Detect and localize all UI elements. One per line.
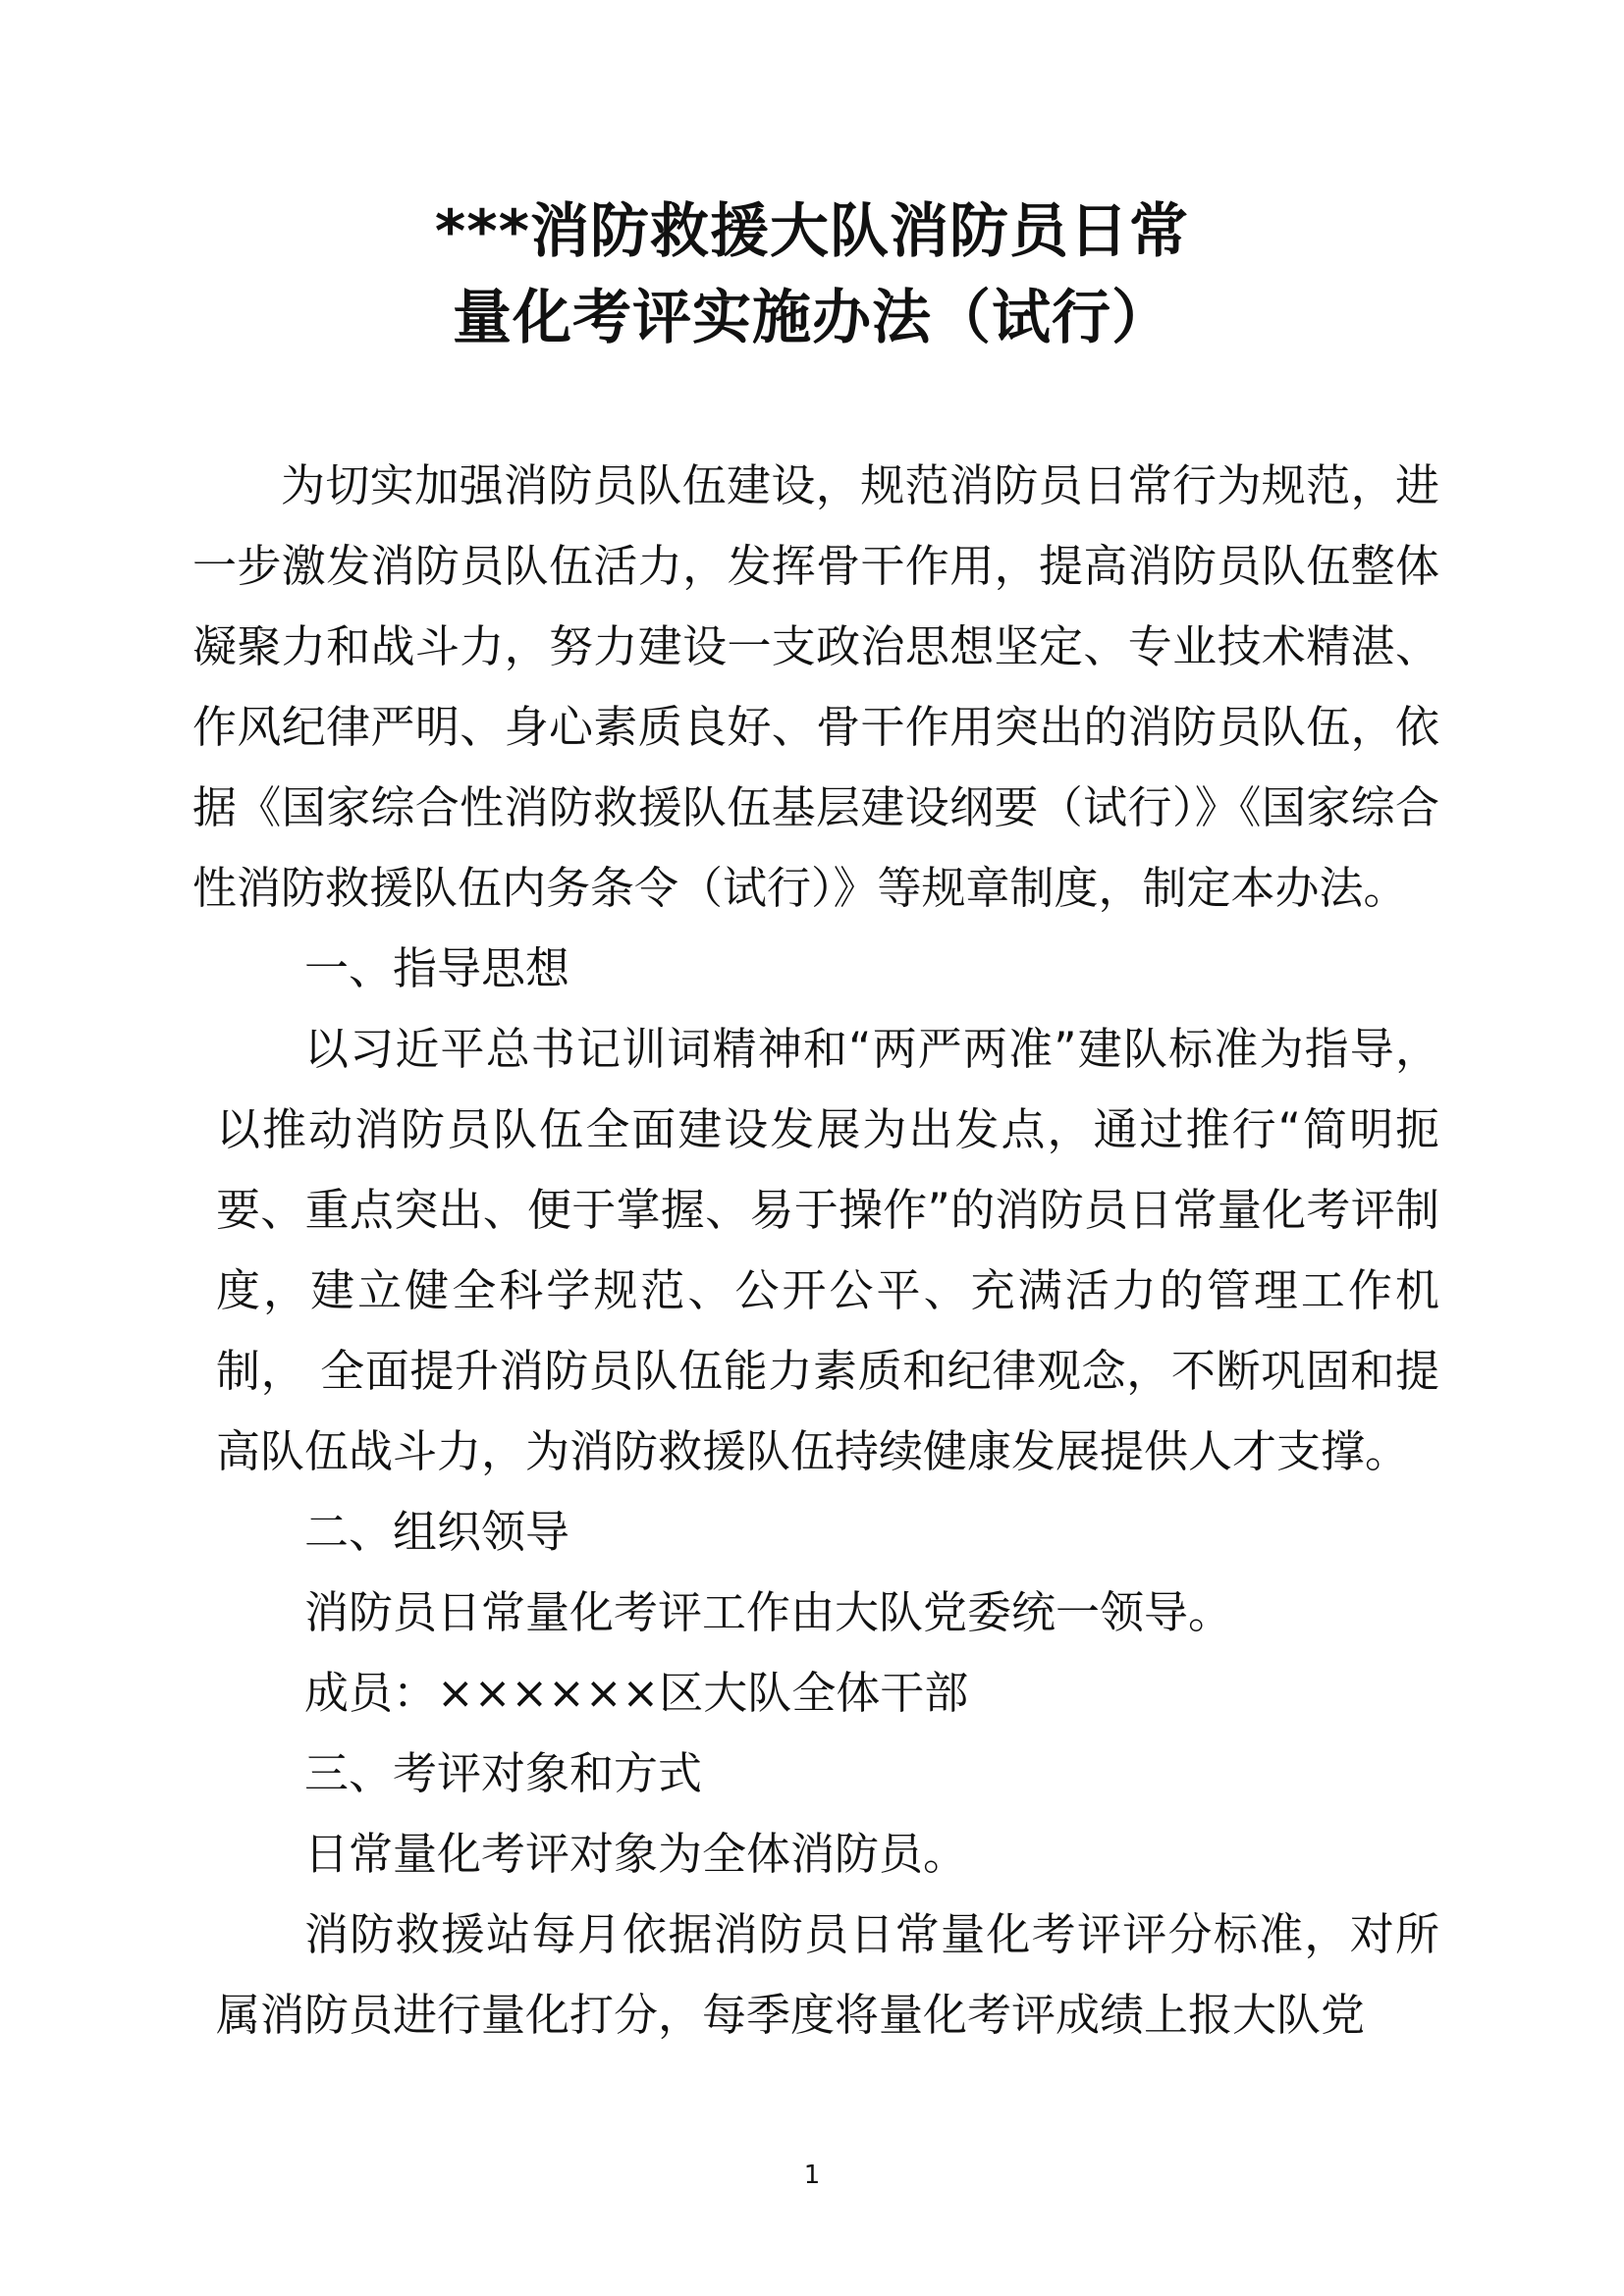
page-number: 1 bbox=[803, 2161, 821, 2190]
guiding-thought-paragraph: 以习近平总书记训词精神和“两严两准”建队标准为指导，以推动消防员队伍全面建设发展为出发点，通过推行“简明扼要、重点突出、便于掌握、易于操作”的消防员日常量化考评制度，建立健全科学规范、公开公平、充满活力的管理工作机制， 全面提升消防员队伍能力素质和纪律观念，不断巩固和提高队伍战斗力，为消防救援队伍持续健康发展提供人才支撑。 bbox=[216, 1023, 1439, 1477]
evaluation-targets-line: 日常量化考评对象为全体消防员。 bbox=[304, 1828, 968, 1880]
section-heading-guiding-thought: 一、指导思想 bbox=[304, 942, 570, 994]
section-heading-organization: 二、组织领导 bbox=[304, 1506, 570, 1558]
organization-members-line: 成员：××××××区大队全体干部 bbox=[304, 1667, 969, 1719]
evaluation-method-paragraph: 消防救援站每月依据消防员日常量化考评评分标准，对所属消防员进行量化打分，每季度将量化考评成绩上报大队党 bbox=[216, 1908, 1439, 2041]
title-line-1: ***消防救援大队消防员日常 bbox=[434, 197, 1190, 266]
title-line-2: 量化考评实施办法（试行） bbox=[453, 284, 1171, 352]
document-body bbox=[192, 446, 1439, 2056]
intro-paragraph: 为切实加强消防员队伍建设，规范消防员日常行为规范，进一步激发消防员队伍活力，发挥骨干作用，提高消防员队伍整体凝聚力和战斗力，努力建设一支政治思想坚定、专业技术精湛、作风纪律严明、身心素质良好、骨干作用突出的消防员队伍，依据《国家综合性消防救援队伍基层建设纲要（试行）》《国家综合性消防救援队伍内务条令（试行）》等规章制度，制定本办法。 bbox=[192, 459, 1439, 914]
section-heading-evaluation-targets: 三、考评对象和方式 bbox=[304, 1747, 703, 1799]
document-title bbox=[0, 188, 1624, 361]
organization-leadership-line: 消防员日常量化考评工作由大队党委统一领导。 bbox=[304, 1586, 1233, 1638]
